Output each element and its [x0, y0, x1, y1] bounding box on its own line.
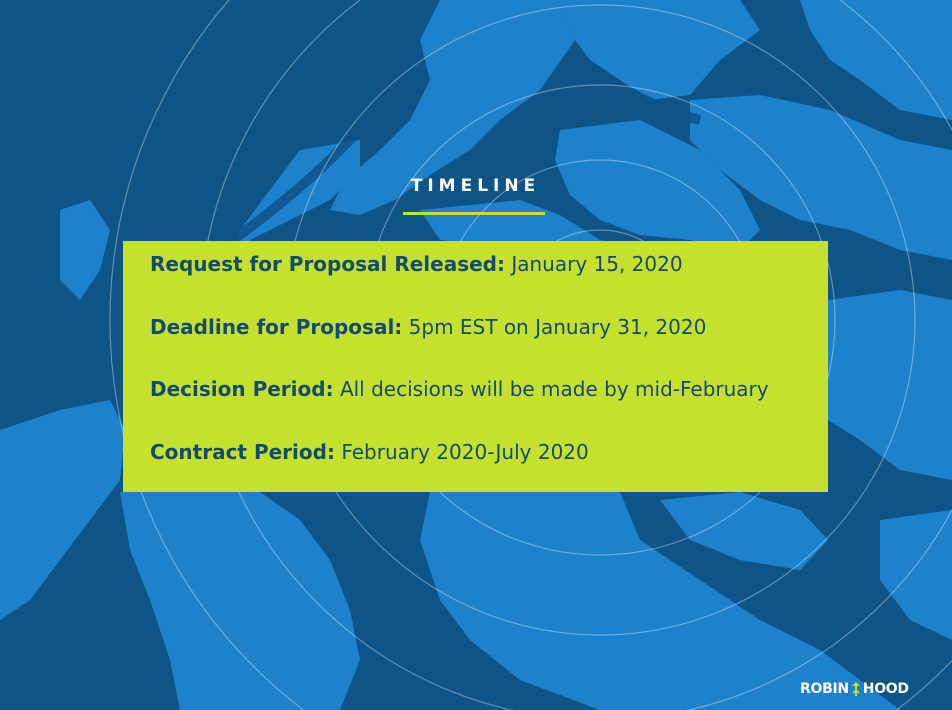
- timeline-item-contract-period: [150, 440, 589, 464]
- robin-hood-logo: [800, 680, 909, 698]
- logo-text-right: HOOD: [862, 681, 909, 697]
- timeline-item-value: 5pm EST on January 31, 2020: [408, 315, 707, 339]
- timeline-item-decision-period: [150, 377, 769, 401]
- timeline-item-rfp-released: [150, 252, 683, 276]
- timeline-item-value: January 15, 2020: [511, 252, 683, 276]
- timeline-item-label: Contract Period:: [150, 440, 335, 464]
- timeline-item-deadline: [150, 315, 706, 339]
- logo-text-left: ROBIN: [800, 681, 849, 697]
- page-title: TIMELINE: [410, 176, 541, 196]
- timeline-item-label: Request for Proposal Released:: [150, 252, 505, 276]
- timeline-item-value: All decisions will be made by mid-February: [339, 377, 769, 401]
- timeline-item-label: Decision Period:: [150, 377, 334, 401]
- timeline-item-label: Deadline for Proposal:: [150, 315, 403, 339]
- title-underline: [403, 212, 545, 215]
- arrow-icon: [850, 681, 862, 697]
- timeline-panel: [123, 241, 828, 492]
- timeline-item-value: February 2020-July 2020: [341, 440, 589, 464]
- title-container: [0, 176, 946, 196]
